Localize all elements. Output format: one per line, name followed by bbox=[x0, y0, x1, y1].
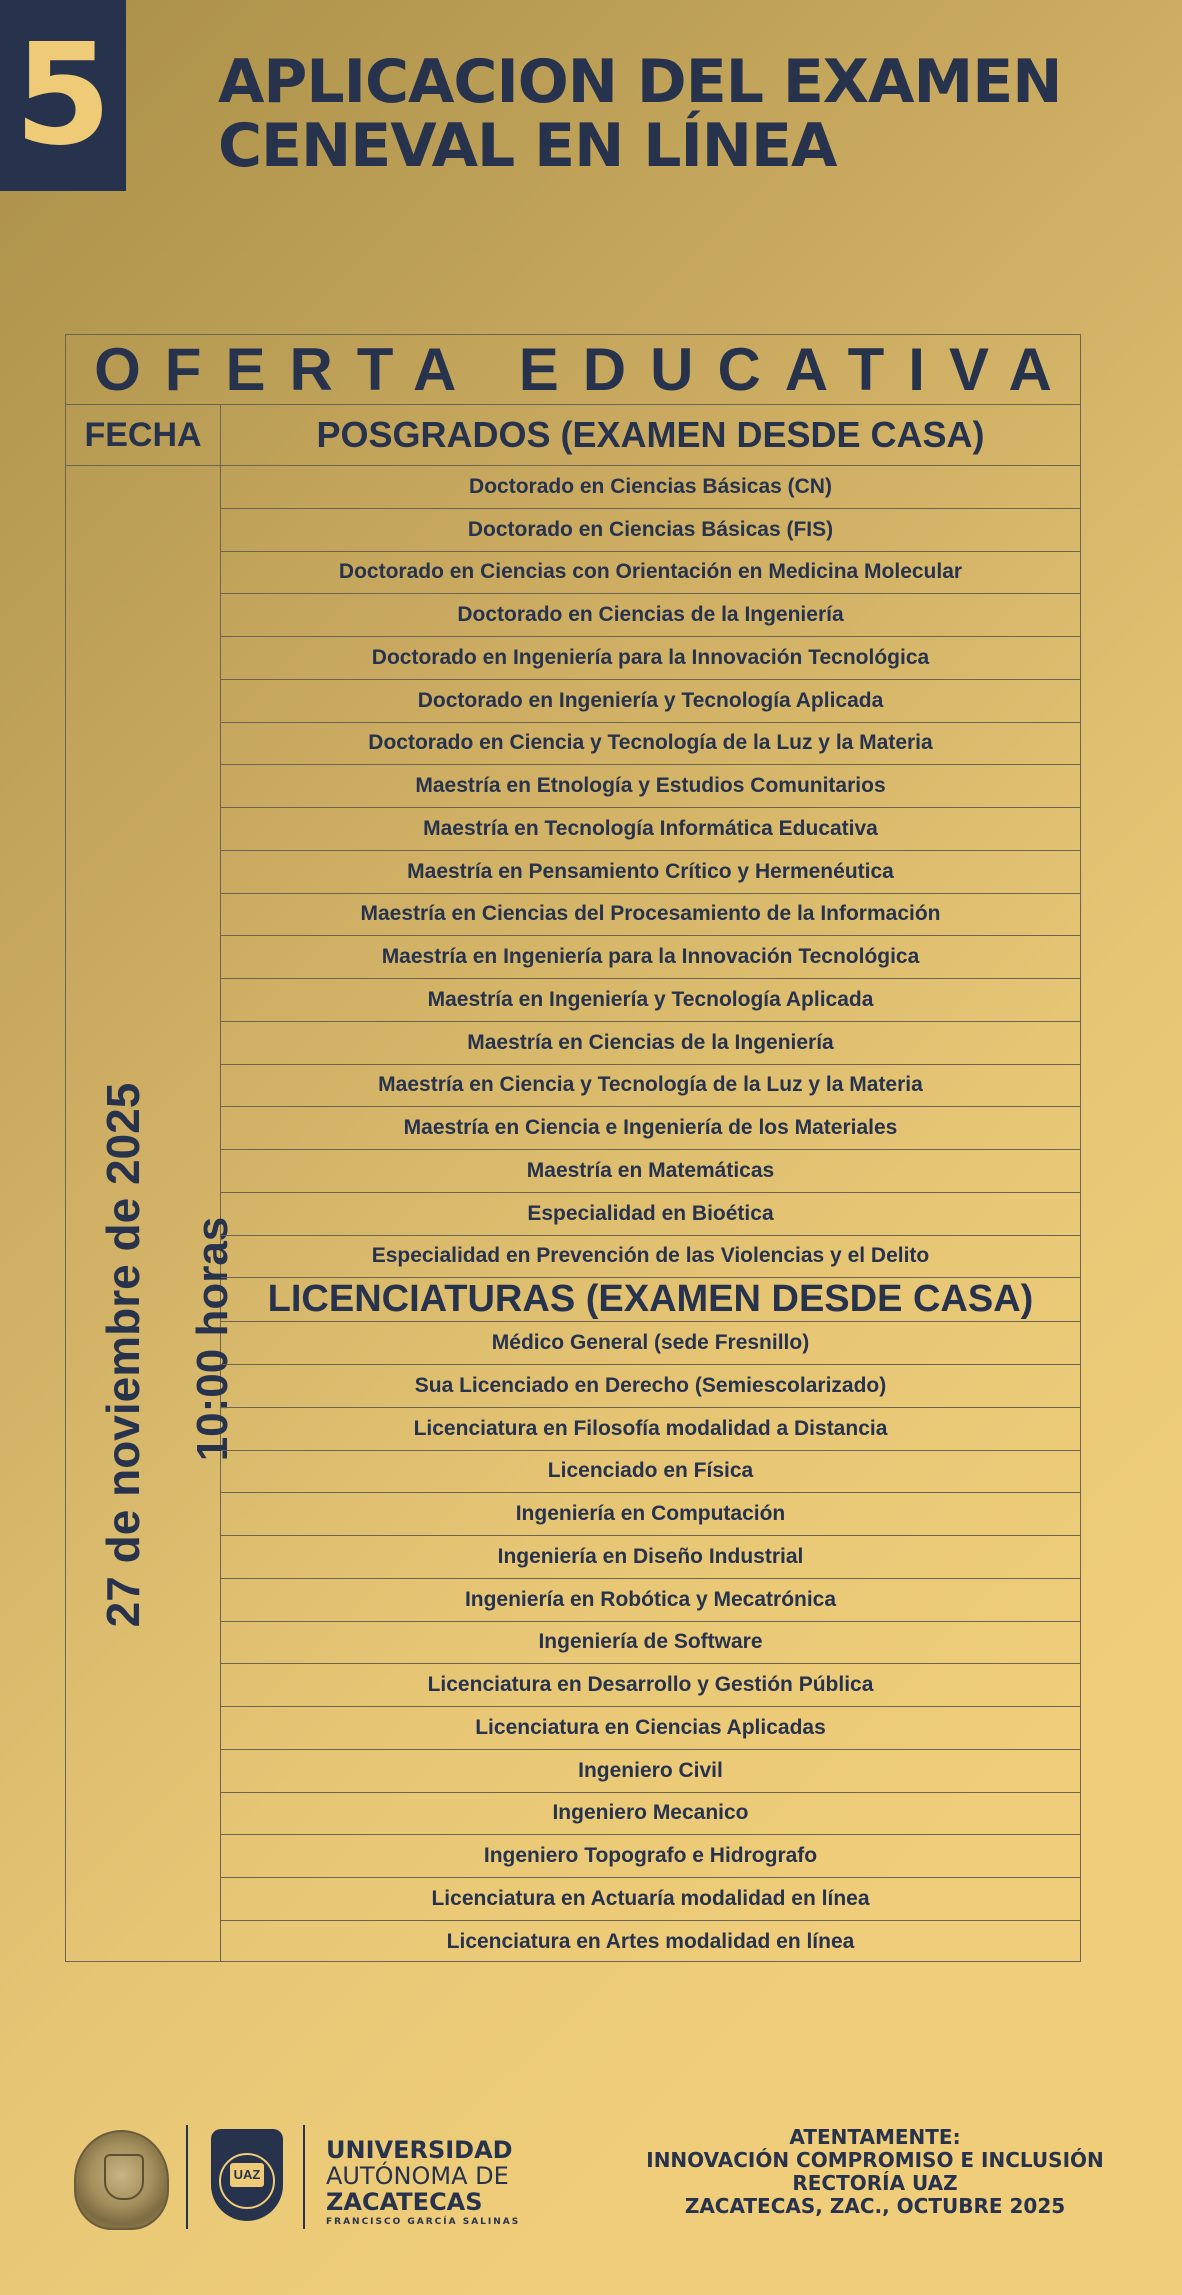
program-row: Ingeniería de Software bbox=[221, 1622, 1080, 1665]
program-row: Licenciado en Física bbox=[221, 1451, 1080, 1494]
program-row: Especialidad en Bioética bbox=[221, 1193, 1080, 1236]
program-row: Licenciatura en Desarrollo y Gestión Pública bbox=[221, 1664, 1080, 1707]
program-row: Maestría en Ingeniería para la Innovación Tecnológica bbox=[221, 936, 1080, 979]
fecha-column-header: FECHA bbox=[66, 405, 221, 466]
program-row: Licenciatura en Actuaría modalidad en línea bbox=[221, 1878, 1080, 1921]
title-line-1: APLICACION DEL EXAMEN bbox=[218, 47, 1062, 117]
program-row: Licenciatura en Filosofía modalidad a Distancia bbox=[221, 1408, 1080, 1451]
program-row: Maestría en Ciencias del Procesamiento de la Información bbox=[221, 894, 1080, 937]
program-row: Maestría en Etnología y Estudios Comunitarios bbox=[221, 765, 1080, 808]
fecha-column bbox=[66, 466, 237, 1961]
page-title bbox=[218, 47, 1062, 181]
closing-signature bbox=[620, 2126, 1130, 2218]
divider bbox=[303, 2125, 305, 2229]
program-row: Doctorado en Ciencia y Tecnología de la Luz y la Materia bbox=[221, 723, 1080, 766]
university-line-2: AUTÓNOMA DE bbox=[326, 2162, 509, 2190]
program-row: Doctorado en Ciencias Básicas (FIS) bbox=[221, 509, 1080, 552]
exam-time: 10:00 horas bbox=[188, 1216, 237, 1462]
exam-date: 27 de noviembre de 2025 bbox=[97, 1082, 149, 1628]
program-row: Ingeniero Civil bbox=[221, 1750, 1080, 1793]
university-seal-icon bbox=[74, 2130, 169, 2230]
program-row: Sua Licenciado en Derecho (Semiescolarizado) bbox=[221, 1365, 1080, 1408]
closing-line-4: ZACATECAS, ZAC., OCTUBRE 2025 bbox=[684, 2194, 1066, 2218]
program-row: Ingeniería en Computación bbox=[221, 1493, 1080, 1536]
program-row: Ingeniería en Robótica y Mecatrónica bbox=[221, 1579, 1080, 1622]
step-number-badge: 5 bbox=[0, 0, 126, 191]
program-row: Doctorado en Ciencias Básicas (CN) bbox=[221, 466, 1080, 509]
program-row: Ingeniero Topografo e Hidrografo bbox=[221, 1835, 1080, 1878]
program-row: Ingeniero Mecanico bbox=[221, 1793, 1080, 1836]
uaz-shield-icon bbox=[211, 2129, 283, 2221]
program-row: Doctorado en Ingeniería y Tecnología Aplicada bbox=[221, 680, 1080, 723]
university-line-1: UNIVERSIDAD bbox=[326, 2136, 513, 2164]
closing-line-1: ATENTAMENTE: bbox=[789, 2125, 961, 2149]
program-row: Maestría en Ciencias de la Ingeniería bbox=[221, 1022, 1080, 1065]
program-row: Doctorado en Ingeniería para la Innovación Tecnológica bbox=[221, 637, 1080, 680]
program-row: Maestría en Ingeniería y Tecnología Aplicada bbox=[221, 979, 1080, 1022]
footer-logos bbox=[70, 2125, 540, 2235]
title-line-2: CENEVAL EN LÍNEA bbox=[218, 111, 837, 181]
shield-label: UAZ bbox=[230, 2163, 264, 2187]
university-line-3: ZACATECAS bbox=[326, 2188, 483, 2216]
closing-line-3: RECTORÍA UAZ bbox=[792, 2171, 958, 2195]
university-name bbox=[326, 2137, 520, 2227]
program-row: Doctorado en Ciencias de la Ingeniería bbox=[221, 594, 1080, 637]
program-row: Maestría en Ciencia y Tecnología de la Luz y la Materia bbox=[221, 1065, 1080, 1108]
university-line-4: FRANCISCO GARCÍA SALINAS bbox=[326, 2217, 521, 2227]
closing-line-2: INNOVACIÓN COMPROMISO E INCLUSIÓN bbox=[646, 2148, 1104, 2172]
program-row: Ingeniería en Diseño Industrial bbox=[221, 1536, 1080, 1579]
program-row: Médico General (sede Fresnillo) bbox=[221, 1322, 1080, 1365]
licenciaturas-heading: LICENCIATURAS (EXAMEN DESDE CASA) bbox=[221, 1278, 1080, 1322]
program-row: Licenciatura en Artes modalidad en línea bbox=[446, 1930, 855, 1954]
oferta-educativa-table bbox=[65, 334, 1081, 1962]
program-row: Doctorado en Ciencias con Orientación en Medicina Molecular bbox=[221, 552, 1080, 595]
program-row: Licenciatura en Ciencias Aplicadas bbox=[221, 1707, 1080, 1750]
posgrados-heading: POSGRADOS (EXAMEN DESDE CASA) bbox=[221, 405, 1080, 466]
program-row: Maestría en Matemáticas bbox=[221, 1150, 1080, 1193]
divider bbox=[186, 2125, 188, 2229]
program-row: Especialidad en Prevención de las Violencias y el Delito bbox=[221, 1236, 1080, 1279]
program-row: Maestría en Pensamiento Crítico y Hermenéutica bbox=[221, 851, 1080, 894]
program-row: Maestría en Tecnología Informática Educativa bbox=[221, 808, 1080, 851]
table-heading: OFERTA EDUCATIVA bbox=[66, 335, 1080, 405]
program-row: Maestría en Ciencia e Ingeniería de los Materiales bbox=[221, 1107, 1080, 1150]
